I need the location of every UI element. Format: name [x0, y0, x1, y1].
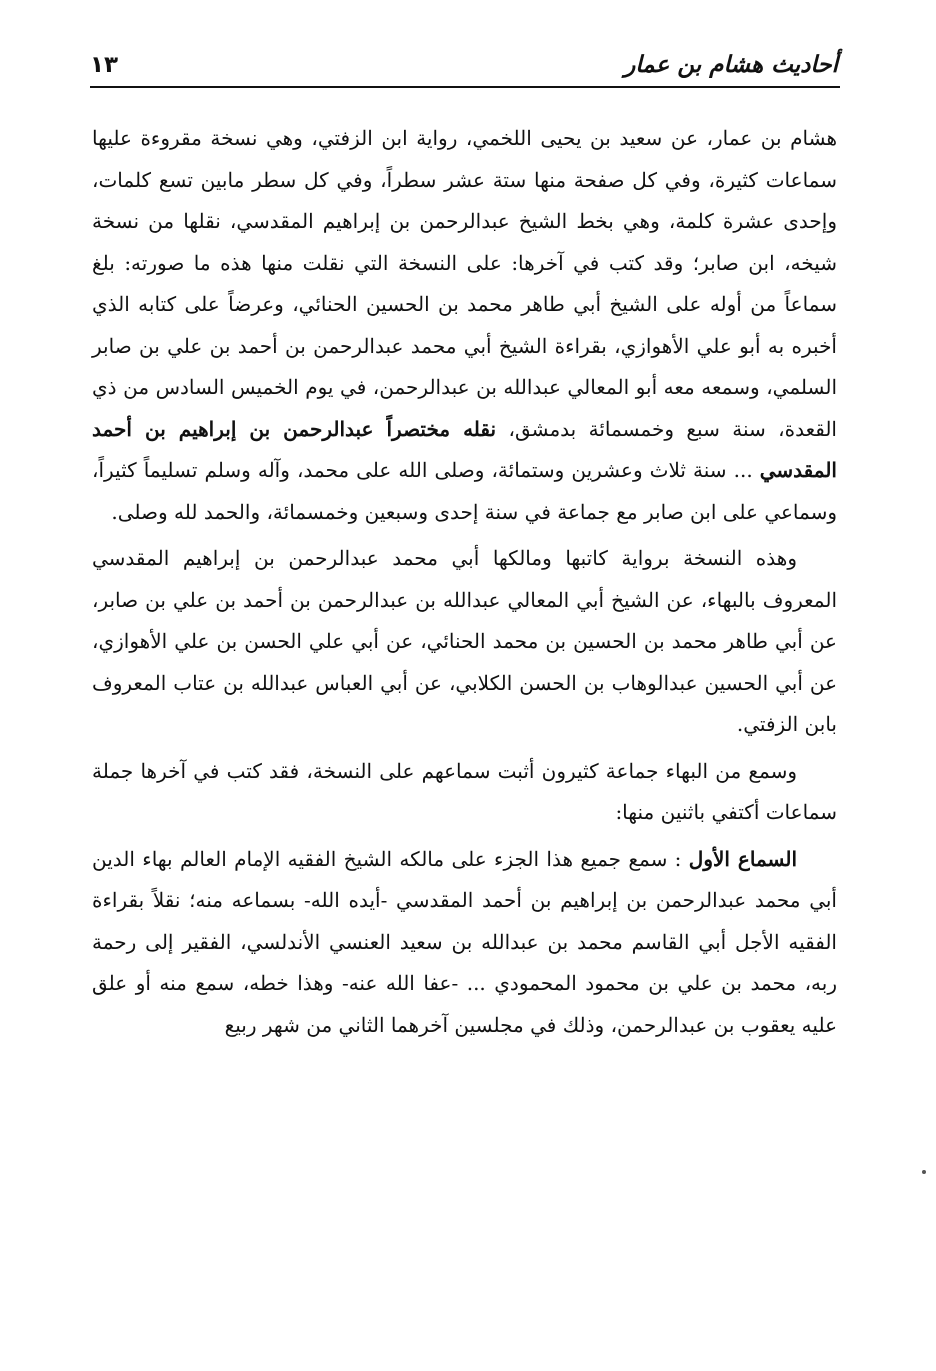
running-title: أحاديث هشام بن عمار: [624, 52, 838, 78]
paragraph-4: [92, 839, 837, 1047]
paragraph-text: : سمع جميع هذا الجزء على مالكه الشيخ الفقيه الإمام العالم بهاء الدين أبي محمد عبدالرحمن بن إبراهيم بن أحمد المقدسي -أيده الله- بسماعه منه؛ نقلاً بقراءة الفقيه الأجل أبي القاسم محمد بن عبدالله بن سعيد العنسي الأندلسي، الفقير إلى رحمة ربه، محمد بن علي بن محمود المحمودي ... -عفا الله عنه- وهذا خطه، سمع منه أو علق عليه يعقوب بن عبدالرحمن، وذلك في مجلسين آخرهما الثاني من شهر ربيع: [92, 846, 837, 1037]
paragraph-text: وسمع من البهاء جماعة كثيرون أثبت سماعهم على النسخة، فقد كتب في آخرها جملة سماعات أكتفي باثنين منها:: [92, 758, 837, 824]
paragraph-1: [92, 118, 837, 533]
body-text: [92, 118, 837, 1051]
paragraph-text: هشام بن عمار، عن سعيد بن يحيى اللخمي، رواية ابن الزفتي، وهي نسخة مقروءة عليها سماعات كثيرة، وفي كل صفحة منها ستة عشر سطراً، وفي كل سطر مابين تسع كلمات، وإحدى عشرة كلمة، وهي بخط الشيخ عبدالرحمن بن إبراهيم المقدسي، نقلها من نسخة شيخه، ابن صابر؛ وقد كتب في آخرها: على النسخة التي نقلت منها هذه ما صورته: بلغ سماعاً من أوله على الشيخ أبي طاهر محمد بن الحسين الحنائي، وعرضاً على كتابه الذي أخبره به أبو علي الأهوازي، بقراءة الشيخ أبي محمد عبدالرحمن بن أحمد بن علي بن صابر السلمي، وسمعه معه أبو المعالي عبدالله بن عبدالرحمن، في يوم الخميس السادس من ذي القعدة، سنة سبع وخمسمائة بدمشق،: [92, 126, 837, 441]
paragraph-text: وهذه النسخة برواية كاتبها ومالكها أبي محمد عبدالرحمن بن إبراهيم المقدسي المعروف بالبهاء، عن الشيخ أبي المعالي عبدالله بن عبدالرحمن بن أحمد بن علي بن صابر، عن أبي طاهر محمد بن الحسين بن محمد الحنائي، عن أبي علي الحسن بن علي الأهوازي، عن أبي الحسين عبدالوهاب بن الحسن الكلابي، عن أبي العباس عبدالله بن عتاب المعروف بابن الزفتي.: [92, 546, 837, 736]
first-hearing-heading: السماع الأول: [688, 846, 798, 871]
header-rule: [90, 86, 840, 88]
scan-speck: [922, 1170, 926, 1174]
paragraph-text: ... سنة ثلاث وعشرين وستمائة، وصلى الله على محمد، وآله وسلم تسليماً كثيراً، وسماعي على ابن صابر مع جماعة في سنة إحدى وسبعين وخمسمائة، والحمد لله وصلى.: [92, 458, 837, 524]
page-number: ١٣: [90, 52, 119, 78]
page-header: [90, 38, 838, 80]
bold-phrase: نقله مختصراً عبدالرحمن بن إبراهيم بن أحمد المقدسي: [92, 416, 837, 482]
paragraph-3: [92, 751, 837, 834]
paragraph-2: [92, 538, 837, 746]
